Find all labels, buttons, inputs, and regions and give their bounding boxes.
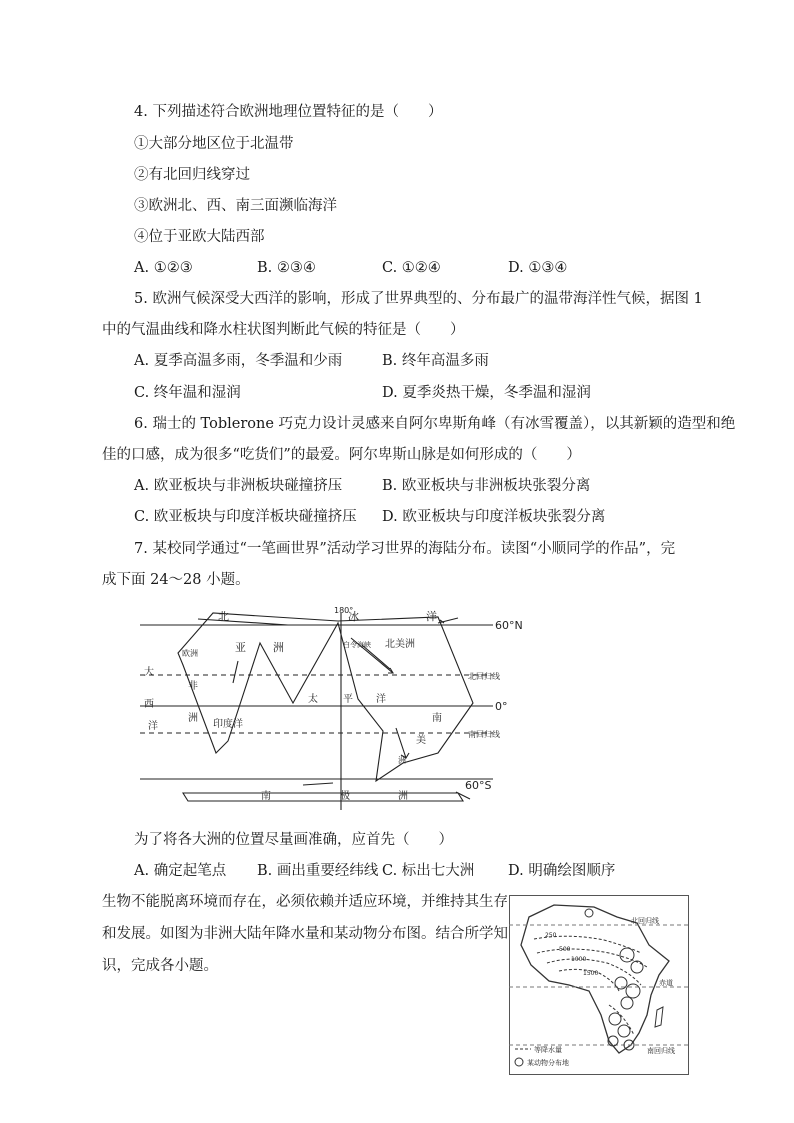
africa-intro-line1: 生物不能脱离环境而存在，必须依赖并适应环境，并维持其生存 [102,894,508,910]
q4-item-2: ②有北回归线穿过 [134,167,250,183]
q7-stem-line1: 7. 某校同学通过“一笔画世界”活动学习世界的海陆分布。读图“小顺同学的作品”，完 [134,541,676,557]
ocean-pacific-char-3: 洋 [376,694,386,705]
q7-sub-question: 为了将各大洲的位置尽量画准确，应首先（ ） [134,832,453,848]
africa-char-2: 洲 [188,713,198,724]
map-label-tropic-cancer: 北回归线 [631,917,659,925]
q4-item-1: ①大部分地区位于北温带 [134,136,294,152]
lat-label-60s: 60°S [465,779,492,792]
arrow-arctic [438,618,458,623]
q6-option-d: D. 欧亚板块与印度洋板块张裂分离 [382,509,606,525]
africa-char-1: 非 [188,681,198,692]
ocean-atlantic-char-1: 大 [144,667,154,678]
ocean-atlantic-char-2: 西 [144,699,154,710]
isohyet-label-1500: 1500 [583,970,599,977]
legend-animal-swatch [515,1058,523,1066]
q7-stem-line2: 成下面 24～28 小题。 [102,572,250,588]
tropic-label-capricorn: 南回归线 [468,730,500,739]
ocean-arctic-char-3: 洋 [426,610,437,623]
antarctica-char-3: 洲 [398,791,408,802]
tropic-label-cancer: 北回归线 [468,672,500,681]
ocean-pacific-char-1: 太 [308,694,318,705]
animal-marker [585,909,593,917]
q7-option-d: D. 明确绘图顺序 [508,863,616,879]
q7-option-a: A. 确定起笔点 [134,863,227,879]
q5-option-d: D. 夏季炎热干燥，冬季温和湿润 [382,385,591,401]
ocean-pacific-char-2: 平 [343,694,353,705]
asia-char-2: 洲 [273,641,284,654]
q4-option-a: A. ①②③ [134,260,193,276]
antarctica-outline [183,793,463,801]
q6-option-a: A. 欧亚板块与非洲板块碰撞挤压 [134,478,343,494]
ocean-atlantic-char-3: 洋 [148,721,158,732]
north-america-label: 北美洲 [385,639,415,650]
isohyet-500 [537,949,647,967]
q4-option-b: B. ②③④ [257,260,316,276]
africa-map-figure [509,895,689,1075]
animal-marker [626,984,640,998]
madagascar-outline [655,1007,663,1027]
q7-option-c: C. 标出七大洲 [382,863,475,879]
q6-option-b: B. 欧亚板块与非洲板块张裂分离 [382,478,591,494]
q4-option-c: C. ①②④ [382,260,441,276]
africa-intro-line2: 和发展。如图为非洲大陆年降水量和某动物分布图。结合所学知 [102,926,508,942]
animal-marker [631,961,643,973]
map-label-equator: 赤道 [659,979,673,987]
q6-stem-line2: 佳的口感，成为很多“吃货们”的最爱。阿尔卑斯山脉是如何形成的（ ） [102,447,581,463]
indian-ocean-label: 印度洋 [213,719,243,730]
map-label-tropic-capricorn: 南回归线 [647,1047,675,1055]
meridian-label: 180° [334,606,354,615]
africa-intro-line3: 识，完成各小题。 [102,958,218,974]
q7-option-b: B. 画出重要经纬线 [257,863,379,879]
legend-isohyet-label: 等降水量 [534,1046,562,1054]
q5-stem-line2: 中的气温曲线和降水柱状图判断此气候的特征是（ ） [102,322,465,338]
south-america-char-2: 美 [416,735,426,746]
south-america-char-1: 南 [432,713,442,724]
ocean-arctic-char-2: 冰 [348,610,359,623]
animal-marker [621,997,633,1009]
lat-label-60n: 60°N [495,619,523,632]
q4-item-3: ③欧洲北、西、南三面濒临海洋 [134,198,337,214]
arrow-antarctic [303,783,333,785]
bering-label: 白令海峡 [343,641,371,649]
animal-marker [620,948,634,962]
q5-option-b: B. 终年高温多雨 [382,353,489,369]
isohyet-label-1000: 1000 [571,956,587,963]
q5-stem-line1: 5. 欧洲气候深受大西洋的影响，形成了世界典型的、分布最广的温带海洋性气候，据图 1 [134,291,703,307]
africa-outline [521,905,669,1053]
ocean-arctic-char-1: 北 [218,610,229,623]
q5-option-c: C. 终年温和湿润 [134,385,241,401]
q4-stem: 4. 下列描述符合欧洲地理位置特征的是（ ） [134,104,443,120]
antarctica-char-1: 南 [261,791,271,802]
legend-animal-label: 某动物分布地 [527,1059,569,1067]
isohyet-label-250: 250 [545,932,557,939]
one-stroke-outline [178,613,473,781]
world-sketch-figure [138,603,538,813]
lat-label-0: 0° [495,700,508,713]
arrow-europe [198,619,288,625]
south-america-char-3: 洲 [398,756,406,765]
q6-option-c: C. 欧亚板块与印度洋板块碰撞挤压 [134,509,357,525]
animal-marker [618,1025,630,1037]
q5-option-a: A. 夏季高温多雨，冬季温和少雨 [134,353,343,369]
q4-item-4: ④位于亚欧大陆西部 [134,229,265,245]
isohyet-label-500: 500 [559,946,571,953]
arrow-antarctic-end [456,792,470,799]
q6-stem-line1: 6. 瑞士的 Toblerone 巧克力设计灵感来自阿尔卑斯角峰（有冰雪覆盖），以其新颖的造型和绝 [134,416,736,432]
asia-char-1: 亚 [235,641,246,654]
antarctica-char-2: 极 [340,791,350,802]
europe-label: 欧洲 [182,649,198,658]
animal-marker [609,1013,621,1025]
animal-distribution-markers [585,909,643,1050]
arrow-africa [233,661,238,683]
q4-option-d: D. ①③④ [508,260,568,276]
